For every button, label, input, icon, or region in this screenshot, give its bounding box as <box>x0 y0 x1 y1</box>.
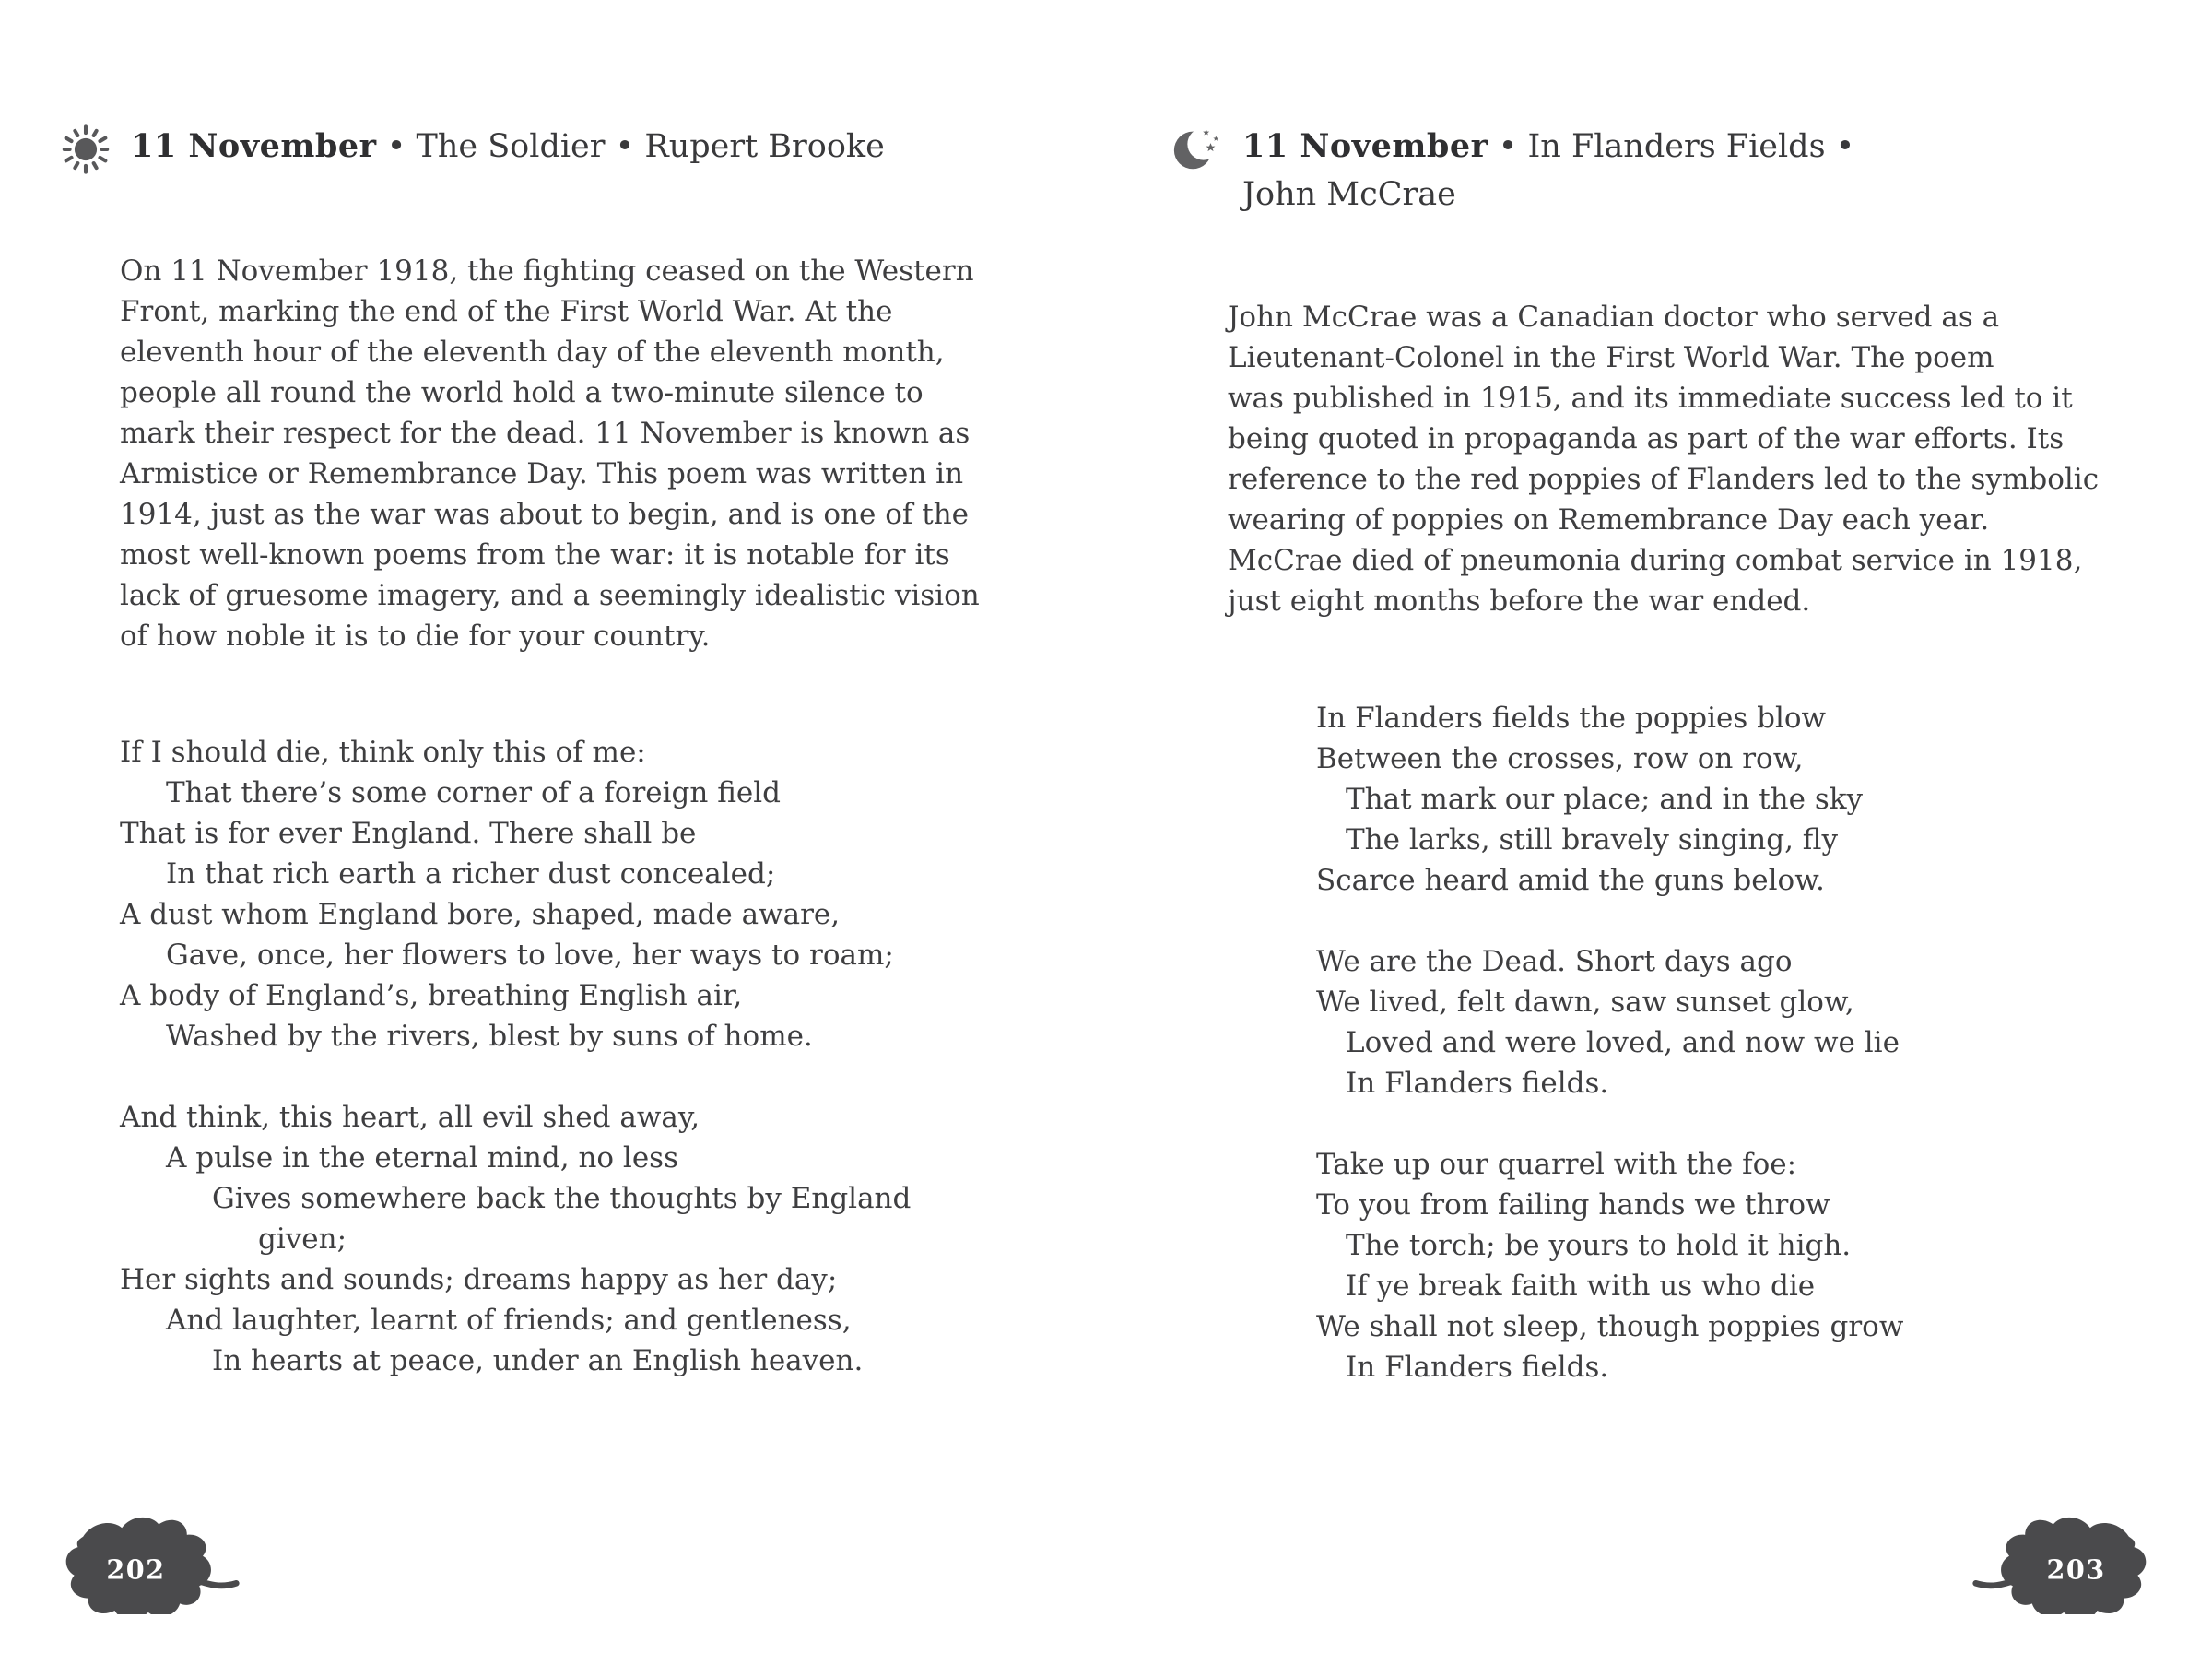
stanza-gap <box>1316 901 1903 941</box>
stanza-gap <box>1316 1104 1903 1144</box>
poem-line: We shall not sleep, though poppies grow <box>1316 1310 1904 1343</box>
intro-line: Lieutenant-Colonel in the First World War. The poem <box>1228 341 1994 374</box>
poem-line: Scarce heard amid the guns below. <box>1316 864 1825 897</box>
right-page-number-leaf <box>1971 1508 2164 1618</box>
left-page-number: 202 <box>106 1553 166 1586</box>
intro-line: being quoted in propaganda as part of the war efforts. Its <box>1228 422 2065 455</box>
poem-line: The torch; be yours to hold it high. <box>1346 1229 1852 1262</box>
poem-line: And think, this heart, all evil shed away, <box>120 1101 700 1134</box>
poem-line: In hearts at peace, under an English heaven. <box>212 1344 864 1377</box>
poem-line: The larks, still bravely singing, fly <box>1346 823 1838 856</box>
intro-line: lack of gruesome imagery, and a seemingly idealistic vision <box>120 579 980 612</box>
poem-line: We are the Dead. Short days ago <box>1316 945 1793 978</box>
poem-line: In Flanders fields. <box>1346 1067 1609 1100</box>
intro-line: people all round the world hold a two-minute silence to <box>120 376 924 409</box>
right-poem-in-flanders-fields <box>1316 698 1903 1388</box>
poem-line: Gives somewhere back the thoughts by England <box>212 1182 912 1215</box>
poem-line: Between the crosses, row on row, <box>1316 742 1804 775</box>
intro-line: mark their respect for the dead. 11 November is known as <box>120 417 971 450</box>
poem-line: Her sights and sounds; dreams happy as her day; <box>120 1263 838 1296</box>
intro-line: wearing of poppies on Remembrance Day each year. <box>1228 503 1990 537</box>
poem-line: That there’s some corner of a foreign field <box>166 776 781 809</box>
poem-line: In Flanders fields. <box>1346 1351 1609 1384</box>
poem-line: A pulse in the eternal mind, no less <box>166 1141 679 1175</box>
poem-line: We lived, felt dawn, saw sunset glow, <box>1316 986 1854 1019</box>
poem-line: A dust whom England bore, shaped, made aware, <box>120 898 841 931</box>
poem-line: That is for ever England. There shall be <box>120 817 697 850</box>
intro-line: eleventh hour of the eleventh day of the eleventh month, <box>120 336 945 369</box>
intro-line: of how noble it is to die for your country. <box>120 620 711 653</box>
poem-line: Washed by the rivers, blest by suns of home. <box>166 1020 813 1053</box>
intro-line: On 11 November 1918, the fighting ceased on the Western <box>120 254 974 288</box>
right-intro-paragraph <box>1228 297 2099 621</box>
intro-line: just eight months before the war ended. <box>1228 585 1811 618</box>
poem-line: If ye break faith with us who die <box>1346 1270 1816 1303</box>
poem-line: To you from failing hands we throw <box>1316 1188 1830 1222</box>
moon-icon <box>1171 123 1224 176</box>
poem-line: Take up our quarrel with the foe: <box>1316 1148 1797 1181</box>
poem-line: Gave, once, her flowers to love, her ways to roam; <box>166 939 894 972</box>
left-header-date: 11 November <box>131 127 377 165</box>
right-page-header <box>1171 123 1854 218</box>
intro-line: 1914, just as the war was about to begin, and is one of the <box>120 498 970 531</box>
right-header-date: 11 November <box>1242 127 1488 165</box>
intro-line: reference to the red poppies of Flanders led to the symbolic <box>1228 463 2100 496</box>
intro-line: most well-known poems from the war: it is notable for its <box>120 538 950 572</box>
poem-line: In Flanders fields the poppies blow <box>1316 702 1827 735</box>
left-header-title-author: • The Soldier • Rupert Brooke <box>386 128 885 165</box>
poem-line: A body of England’s, breathing English air, <box>120 979 743 1012</box>
poem-line: Loved and were loved, and now we lie <box>1346 1026 1900 1059</box>
poem-line: That mark our place; and in the sky <box>1346 783 1864 816</box>
intro-line: McCrae died of pneumonia during combat service in 1918, <box>1228 544 2083 577</box>
intro-line: Armistice or Remembrance Day. This poem was written in <box>120 457 964 490</box>
right-header-line1 <box>1242 123 1854 171</box>
intro-line: was published in 1915, and its immediate success led to it <box>1228 382 2073 415</box>
poem-line: And laughter, learnt of friends; and gentleness, <box>166 1304 852 1337</box>
intro-line: Front, marking the end of the First World War. At the <box>120 295 893 328</box>
right-header-author: John McCrae <box>1242 176 1456 213</box>
right-header-text <box>1242 123 1854 218</box>
poem-line: If I should die, think only this of me: <box>120 736 646 769</box>
right-page-number: 203 <box>2046 1553 2106 1586</box>
poem-line: In that rich earth a richer dust concealed; <box>166 857 776 891</box>
poem-line: given; <box>258 1222 347 1256</box>
right-header-title: • In Flanders Fields • <box>1498 128 1855 165</box>
intro-line: John McCrae was a Canadian doctor who served as a <box>1228 301 2000 334</box>
